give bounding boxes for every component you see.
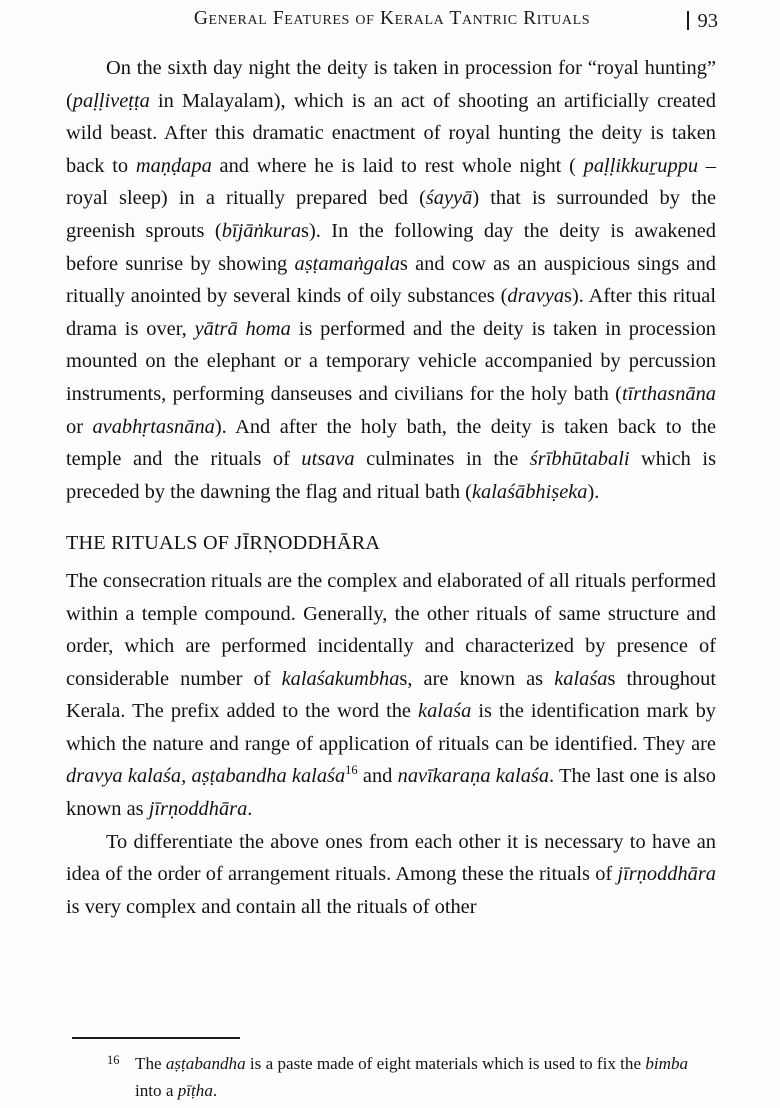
paragraph-differentiate: To differentiate the above ones from each other it is necessary to have an idea of the order of arrangement rituals. Among these the rituals of jīrṇoddhāra is very complex and contain all the rituals of other — [66, 830, 716, 918]
paragraph-utsava: On the sixth day night the deity is taken in procession for “royal hunting” (paḷḷiveṭṭa in Malayalam), which is an act of shooting an artificially created wild beast. After this dramatic enactment of royal hunting the deity is taken back to maṇḍapa and where he is laid to rest whole night ( paḷḷikkuṟuppu – royal sleep) in a ritually prepared bed (śayyā) that is surrounded by the greenish sprouts (bījāṅkuras). In the following day the deity is awakened before sunrise by showing aṣṭamaṅgalas and cow as an auspicious sings and ritually anointed by several kinds of oily substances (dravyas). After this ritual drama is over, yātrā homa is performed and the deity is taken in procession mounted on the elephant or a temporary vehicle accompanied by percussion instruments, performing danseuses and civilians for the holy bath (tīrthasnāna or avabhṛtasnāna). And after the holy bath, the deity is taken back to the temple and the rituals of utsava culminates in the śrībhūtabali which is preceded by the dawning the flag and ritual bath (kalaśābhiṣeka). — [66, 57, 716, 503]
running-head — [66, 8, 718, 38]
footnote-text: The aṣṭabandha is a paste made of eight materials which is used to fix the bimba into a pīṭha. — [135, 1054, 689, 1100]
running-head-title: General Features of Kerala Tantric Rituals — [193, 8, 591, 29]
folio-separator-rule — [687, 11, 689, 30]
text-column — [66, 52, 716, 923]
page-number: 93 — [697, 10, 718, 32]
footnote-area — [66, 1037, 716, 1104]
paragraph-consecration-rituals: The consecration rituals are the complex and elaborated of all rituals performed within a temple compound. Generally, the other rituals of same structure and order, which are performed incidentally and characterized by presence of considerable number of kalaśakumbhas, are known as kalaśas throughout Kerala. The prefix added to the word the kalaśa is the identification mark by which the nature and range of application of rituals can be identified. They are dravya kalaśa, aṣṭabandha kalaśa$^{16}$ and navīkaraṇa kalaśa. The last one is also known as jīrṇoddhāra. — [66, 569, 716, 821]
footnote-marker: 16 — [107, 1053, 120, 1067]
section-heading-jirnoddhara: THE RITUALS OF JĪRṆODDHĀRA — [66, 532, 381, 555]
folio — [687, 8, 719, 33]
footnote-separator-rule — [72, 1037, 240, 1039]
footnote-16 — [66, 1050, 716, 1104]
